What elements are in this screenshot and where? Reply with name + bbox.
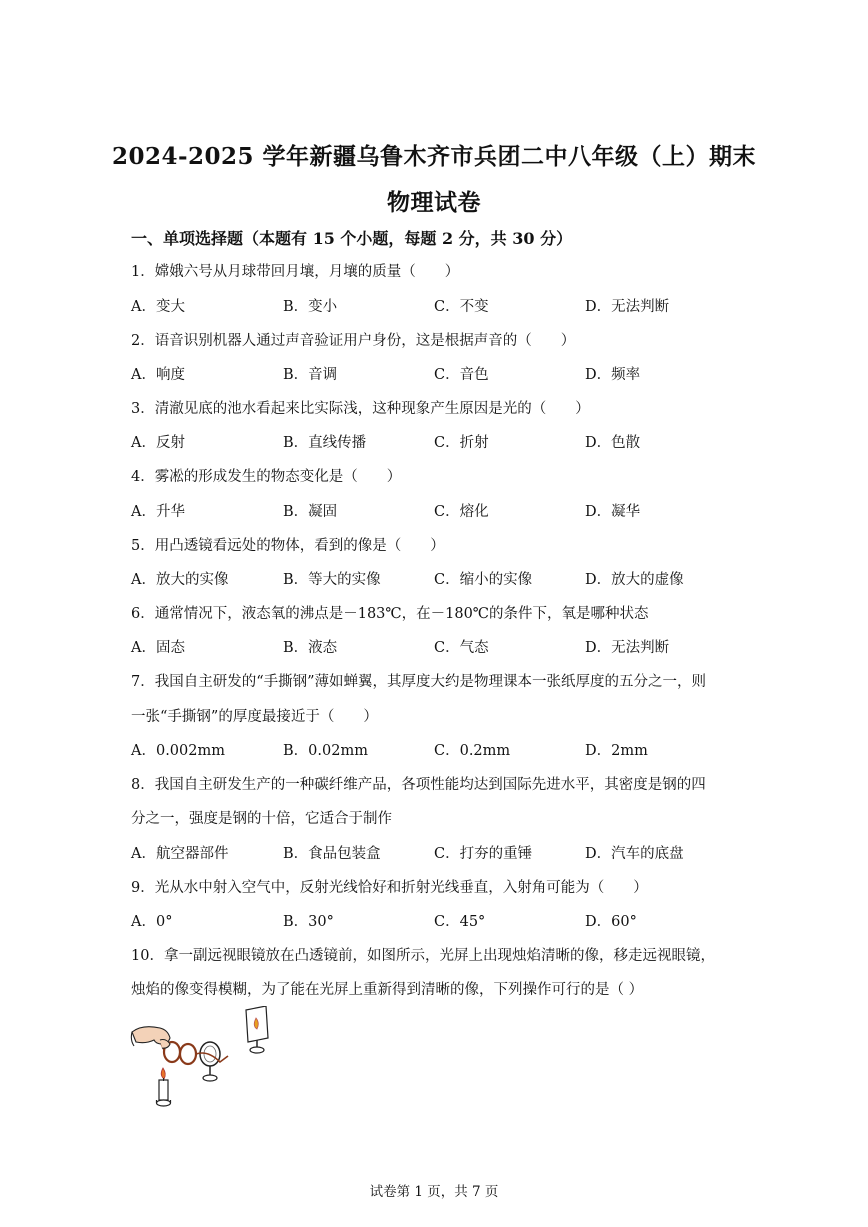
option-d: D．汽车的底盘 [585, 846, 684, 862]
light-screen [246, 1006, 268, 1053]
option-c: C．45° [434, 914, 486, 930]
option-d: D．色散 [585, 435, 641, 451]
option-d: D．无法判断 [585, 640, 670, 656]
question-9-options [131, 910, 751, 930]
option-c: C．音色 [434, 367, 489, 383]
option-c: C．0.2mm [434, 743, 511, 759]
convex-lens [200, 1042, 220, 1081]
option-c: C．不变 [434, 299, 489, 315]
question-6-options [131, 636, 751, 656]
section-heading: 一、单项选择题（本题有 15 个小题，每题 2 分，共 30 分） [131, 229, 573, 248]
question-2-text: 2．语音识别机器人通过声音验证用户身份，这是根据声音的（ ） [131, 333, 576, 349]
question-7-text-line2: 一张“手撕钢”的厚度最接近于（ ） [131, 709, 378, 725]
option-a: A．0° [131, 914, 173, 930]
option-c: C．折射 [434, 435, 489, 451]
option-d: D．无法判断 [585, 299, 670, 315]
option-b: B．直线传播 [283, 435, 367, 451]
question-10-text-line1: 10．拿一副远视眼镜放在凸透镜前，如图所示，光屏上出现烛焰清晰的像，移走远视眼镜， [131, 948, 715, 964]
exam-title-line2: 物理试卷 [387, 189, 481, 216]
option-b: B．液态 [283, 640, 338, 656]
option-d: D．60° [585, 914, 637, 930]
option-a: A．反射 [131, 435, 185, 451]
option-c: C．打夯的重锤 [434, 846, 533, 862]
lens-experiment-figure [130, 1006, 280, 1116]
question-8-options [131, 842, 751, 862]
question-8-text-line2: 分之一，强度是钢的十倍，它适合于制作 [131, 811, 392, 827]
option-a: A．0.002mm [131, 743, 225, 759]
question-5-text: 5．用凸透镜看远处的物体，看到的像是（ ） [131, 538, 445, 554]
option-a: A．航空器部件 [131, 846, 229, 862]
hand [131, 1027, 170, 1049]
question-7-text-line1: 7．我国自主研发的“手撕钢”薄如蝉翼，其厚度大约是物理课本一张纸厚度的五分之一，则 [131, 674, 707, 690]
question-6-text: 6．通常情况下，液态氧的沸点是－183℃，在－180℃的条件下，氧是哪种状态 [131, 606, 649, 622]
option-d: D．频率 [585, 367, 641, 383]
option-a: A．放大的实像 [131, 572, 229, 588]
option-b: B．变小 [283, 299, 338, 315]
question-10-text-line2: 烛焰的像变得模糊，为了能在光屏上重新得到清晰的像，下列操作可行的是（ ） [131, 982, 644, 998]
question-2-options [131, 363, 751, 383]
option-b: B．0.02mm [283, 743, 368, 759]
option-c: C．熔化 [434, 504, 489, 520]
option-a: A．升华 [131, 504, 185, 520]
question-4-options [131, 500, 751, 520]
question-8-text-line1: 8．我国自主研发生产的一种碳纤维产品，各项性能均达到国际先进水平，其密度是钢的四 [131, 777, 706, 793]
question-9-text: 9．光从水中射入空气中，反射光线恰好和折射光线垂直，入射角可能为（ ） [131, 880, 648, 896]
option-d: D．放大的虚像 [585, 572, 684, 588]
option-b: B．音调 [283, 367, 338, 383]
question-1-text: 1．嫦娥六号从月球带回月壤，月壤的质量（ ） [131, 264, 460, 280]
candle [157, 1068, 171, 1106]
question-3-options [131, 431, 751, 451]
question-7-options [131, 739, 751, 759]
option-b: B．30° [283, 914, 334, 930]
option-d: D．凝华 [585, 504, 641, 520]
option-a: A．响度 [131, 367, 185, 383]
option-b: B．等大的实像 [283, 572, 381, 588]
question-3-text: 3．清澈见底的池水看起来比实际浅，这种现象产生原因是光的（ ） [131, 401, 590, 417]
page-footer: 试卷第 1 页，共 7 页 [369, 1184, 499, 1200]
option-d: D．2mm [585, 743, 648, 759]
exam-title-line1: 2024-2025 学年新疆乌鲁木齐市兵团二中八年级（上）期末 [111, 143, 757, 170]
lens-experiment-illustration [130, 1006, 280, 1116]
option-a: A．变大 [131, 299, 185, 315]
option-c: C．气态 [434, 640, 489, 656]
question-4-text: 4．雾凇的形成发生的物态变化是（ ） [131, 469, 402, 485]
option-b: B．凝固 [283, 504, 338, 520]
question-1-options [131, 295, 751, 315]
option-c: C．缩小的实像 [434, 572, 533, 588]
question-5-options [131, 568, 751, 588]
option-b: B．食品包装盒 [283, 846, 381, 862]
option-a: A．固态 [131, 640, 185, 656]
